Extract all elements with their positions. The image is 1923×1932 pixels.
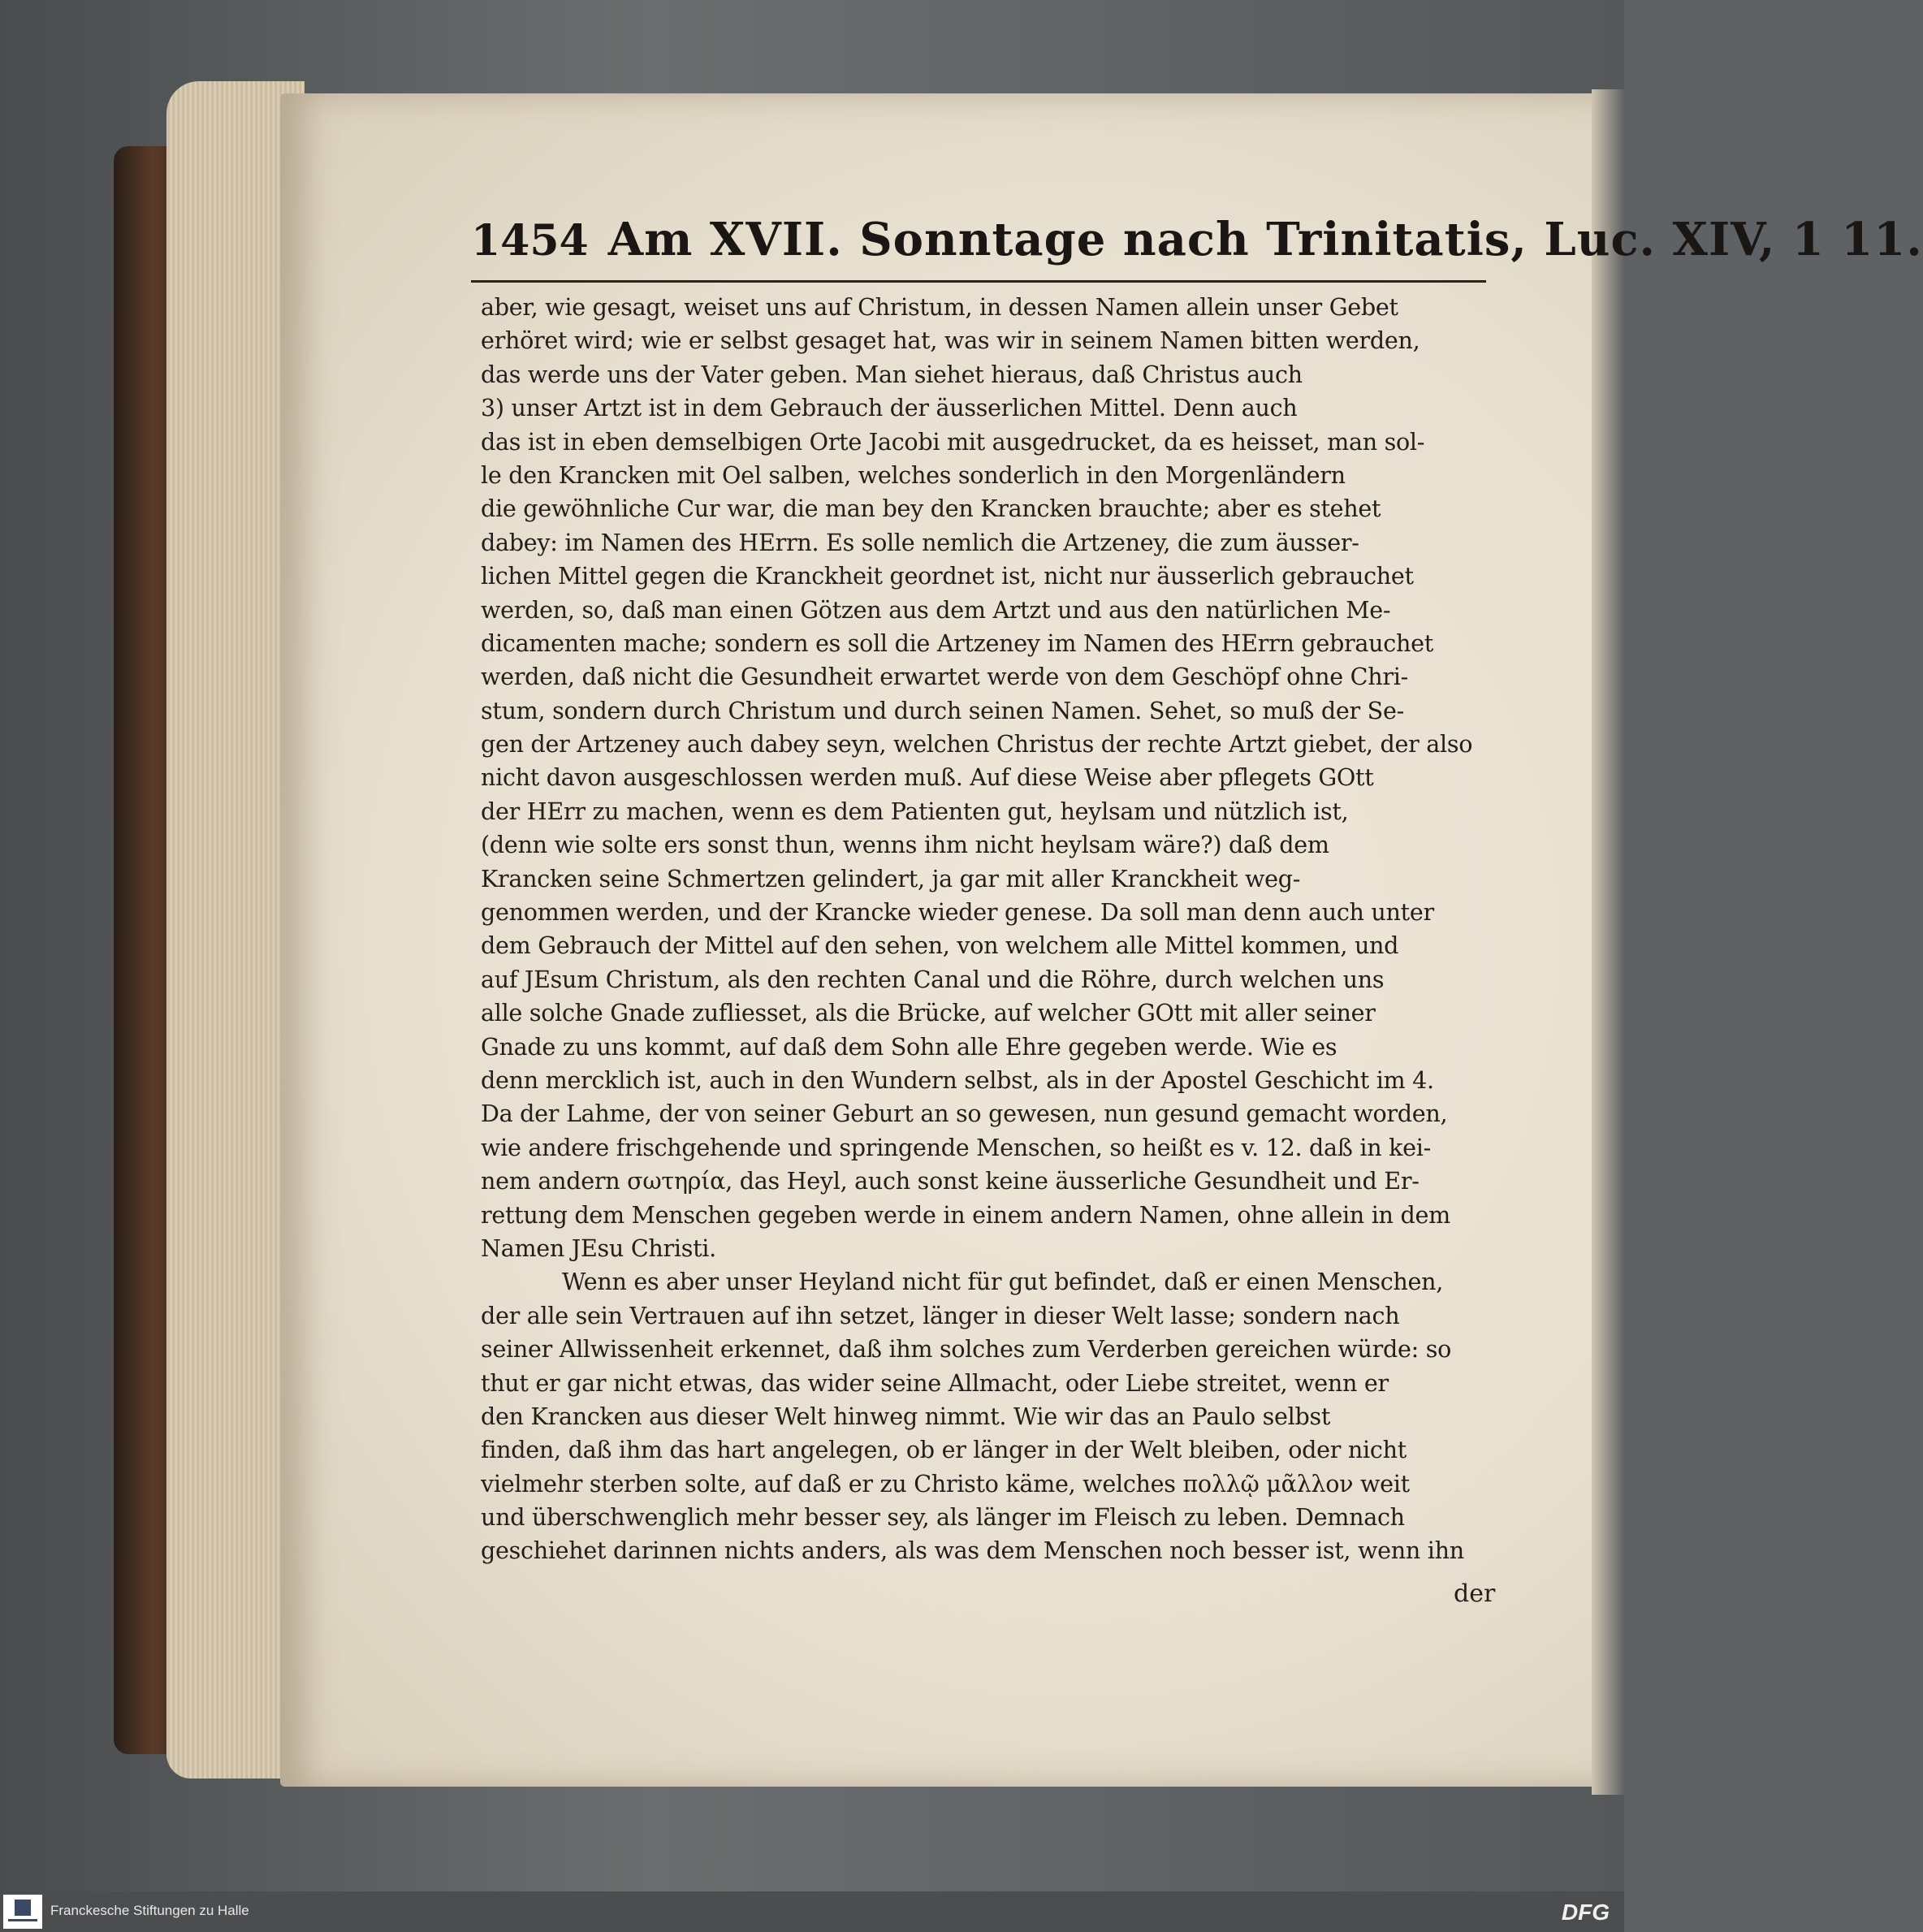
catchword: der	[1454, 1580, 1496, 1608]
institution-logo	[3, 1895, 42, 1929]
building-icon	[15, 1900, 31, 1916]
text-line: stum, sondern durch Christum und durch seinen Namen. Sehet, so muß der Se-	[481, 696, 1404, 724]
text-line: le den Krancken mit Oel salben, welches sonderlich in den Morgenländern	[481, 460, 1346, 489]
text-line: das werde uns der Vater geben. Man siehet hieraus, daß Christus auch	[481, 360, 1303, 388]
running-title: Am XVII. Sonntage nach Trinitatis, Luc. XIV, 1 11.	[607, 213, 1923, 266]
header-rule	[471, 280, 1486, 283]
text-line: das ist in eben demselbigen Orte Jacobi mit ausgedrucket, da es heisset, man sol-	[481, 427, 1425, 456]
text-line: werden, so, daß man einen Götzen aus dem Artzt und aus den natürlichen Me-	[481, 595, 1391, 624]
text-line: nem andern σωτηρία, das Heyl, auch sonst keine äusserliche Gesundheit und Er-	[481, 1167, 1420, 1195]
text-line: vielmehr sterben solte, auf daß er zu Christo käme, welches πολλῷ μᾶλλον weit	[481, 1469, 1410, 1498]
text-line: Da der Lahme, der von seiner Geburt an so gewesen, nun gesund gemacht worden,	[481, 1100, 1448, 1128]
text-line: gen der Artzeney auch dabey seyn, welchen Christus der rechte Artzt giebet, der also	[481, 730, 1473, 759]
text-line: dicamenten mache; sondern es soll die Artzeney im Namen des HErrn gebrauchet	[481, 629, 1433, 657]
text-line: rettung dem Menschen gegeben werde in einem andern Namen, ohne allein in dem	[481, 1200, 1450, 1229]
institution-name: Franckesche Stiftungen zu Halle	[50, 1903, 249, 1918]
text-line: Krancken seine Schmertzen gelindert, ja gar mit aller Kranckheit weg-	[481, 864, 1301, 893]
text-line: die gewöhnliche Cur war, die man bey den Krancken brauchte; aber es stehet	[481, 495, 1381, 523]
text-line: geschiehet darinnen nichts anders, als was dem Menschen noch besser ist, wenn ihn	[481, 1537, 1464, 1565]
text-line: der alle sein Vertrauen auf ihn setzet, länger in dieser Welt lasse; sondern nach	[481, 1301, 1400, 1329]
text-line: thut er gar nicht etwas, das wider seine Allmacht, oder Liebe streitet, wenn er	[481, 1368, 1389, 1397]
text-line: nicht davon ausgeschlossen werden muß. Auf diese Weise aber pflegets GOtt	[481, 763, 1374, 792]
text-line: und überschwenglich mehr besser sey, als länger im Fleisch zu leben. Demnach	[481, 1503, 1405, 1532]
text-line: auf JEsum Christum, als den rechten Canal und die Röhre, durch welchen uns	[481, 965, 1385, 993]
text-line: 3) unser Artzt ist in dem Gebrauch der äusserlichen Mittel. Denn auch	[481, 394, 1298, 422]
text-line: dabey: im Namen des HErrn. Es solle nemlich die Artzeney, die zum äusser-	[481, 528, 1359, 556]
dfg-logo: DFG	[1561, 1900, 1610, 1925]
text-line: erhöret wird; wie er selbst gesaget hat, was wir in seinem Namen bitten werden,	[481, 326, 1420, 355]
body-text	[481, 291, 1496, 1568]
text-line: finden, daß ihm das hart angelegen, ob er länger in der Welt bleiben, oder nicht	[481, 1436, 1407, 1464]
text-line: Wenn es aber unser Heyland nicht für gut befindet, daß er einen Menschen,	[562, 1268, 1444, 1296]
text-line: wie andere frischgehende und springende Menschen, so heißt es v. 12. daß in kei-	[481, 1133, 1431, 1161]
text-line: alle solche Gnade zufliesset, als die Brücke, auf welcher GOtt mit aller seiner	[481, 999, 1376, 1027]
text-line: denn mercklich ist, auch in den Wundern selbst, als in der Apostel Geschicht im 4.	[481, 1065, 1434, 1094]
viewer-footer	[0, 1891, 1624, 1932]
text-line: lichen Mittel gegen die Kranckheit geordnet ist, nicht nur äusserlich gebrauchet	[481, 562, 1414, 590]
text-line: (denn wie solte ers sonst thun, wenns ihm nicht heylsam wäre?) daß dem	[481, 831, 1329, 859]
text-line: aber, wie gesagt, weiset uns auf Christum, in dessen Namen allein unser Gebet	[481, 293, 1398, 321]
page-number: 1454	[471, 216, 589, 266]
text-line: Namen JEsu Christi.	[481, 1234, 716, 1262]
logo-bar	[8, 1919, 37, 1921]
text-line: werden, daß nicht die Gesundheit erwartet werde von dem Geschöpf ohne Chri-	[481, 663, 1408, 691]
text-line: genommen werden, und der Krancke wieder genese. Da soll man denn auch unter	[481, 898, 1434, 927]
facing-page-edge	[1592, 89, 1624, 1795]
page-header	[471, 213, 1923, 270]
text-line: den Krancken aus dieser Welt hinweg nimmt. Wie wir das an Paulo selbst	[481, 1402, 1331, 1430]
text-line: Gnade zu uns kommt, auf daß dem Sohn alle Ehre gegeben werde. Wie es	[481, 1032, 1337, 1061]
text-line: seiner Allwissenheit erkennet, daß ihm solches zum Verderben gereichen würde: so	[481, 1335, 1451, 1364]
text-line: der HErr zu machen, wenn es dem Patienten gut, heylsam und nützlich ist,	[481, 797, 1349, 825]
text-line: dem Gebrauch der Mittel auf den sehen, von welchem alle Mittel kommen, und	[481, 931, 1399, 960]
